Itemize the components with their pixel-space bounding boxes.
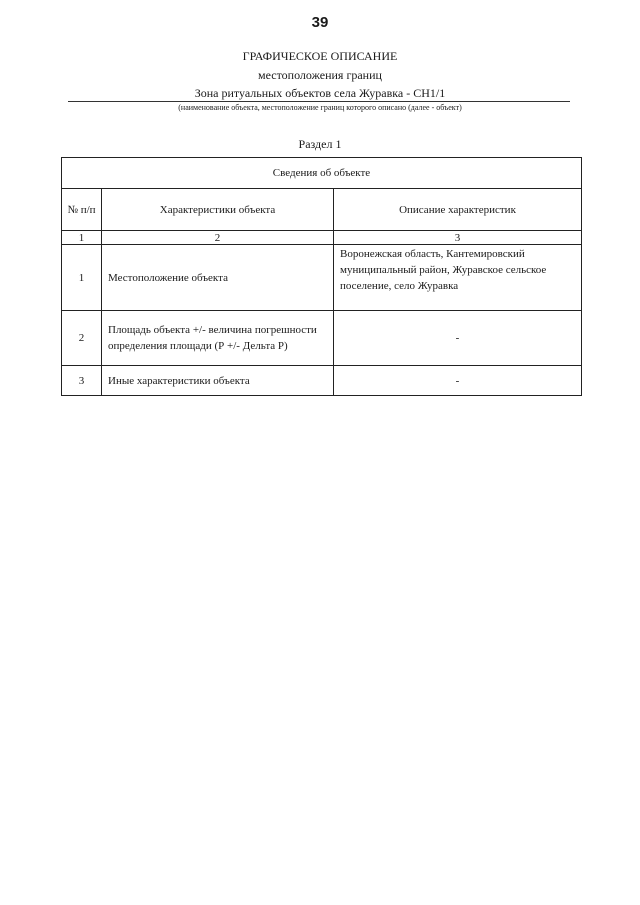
- row-number: 1: [62, 245, 102, 311]
- object-info-table: [61, 157, 582, 396]
- row-description: -: [334, 366, 582, 396]
- row-number: 2: [62, 311, 102, 366]
- document-subtitle: местоположения границ: [258, 68, 382, 82]
- row-description: -: [334, 311, 582, 366]
- page-number: 39: [311, 14, 329, 31]
- table-row: [62, 311, 582, 366]
- table-row: [62, 245, 582, 311]
- underline-rule: [68, 101, 570, 102]
- row-description: Воронежская область, Кантемировский муниципальный район, Журавское сельское поселение, село Журавка: [334, 245, 582, 311]
- table-title-row: [62, 158, 582, 189]
- column-header-description: Описание характеристик: [334, 189, 582, 231]
- column-header-characteristic: Характеристики объекта: [102, 189, 334, 231]
- column-header-number: № п/п: [62, 189, 102, 231]
- column-number: 1: [62, 231, 102, 245]
- row-number: 3: [62, 366, 102, 396]
- column-number-row: [62, 231, 582, 245]
- document-title: ГРАФИЧЕСКОЕ ОПИСАНИЕ: [242, 49, 398, 63]
- column-number: 3: [334, 231, 582, 245]
- section-title: Раздел 1: [298, 137, 342, 151]
- object-name: Зона ритуальных объектов села Журавка - СН1/1: [194, 86, 446, 100]
- table-row: [62, 366, 582, 396]
- column-number: 2: [102, 231, 334, 245]
- row-characteristic: Местоположение объекта: [102, 245, 334, 311]
- row-characteristic: Площадь объекта +/- величина погрешности определения площади (Р +/- Дельта Р): [102, 311, 334, 366]
- table-title: Сведения об объекте: [62, 158, 582, 189]
- table-header-row: [62, 189, 582, 231]
- row-characteristic: Иные характеристики объекта: [102, 366, 334, 396]
- object-name-caption: (наименование объекта, местоположение границ которого описано (далее - объект): [178, 103, 462, 112]
